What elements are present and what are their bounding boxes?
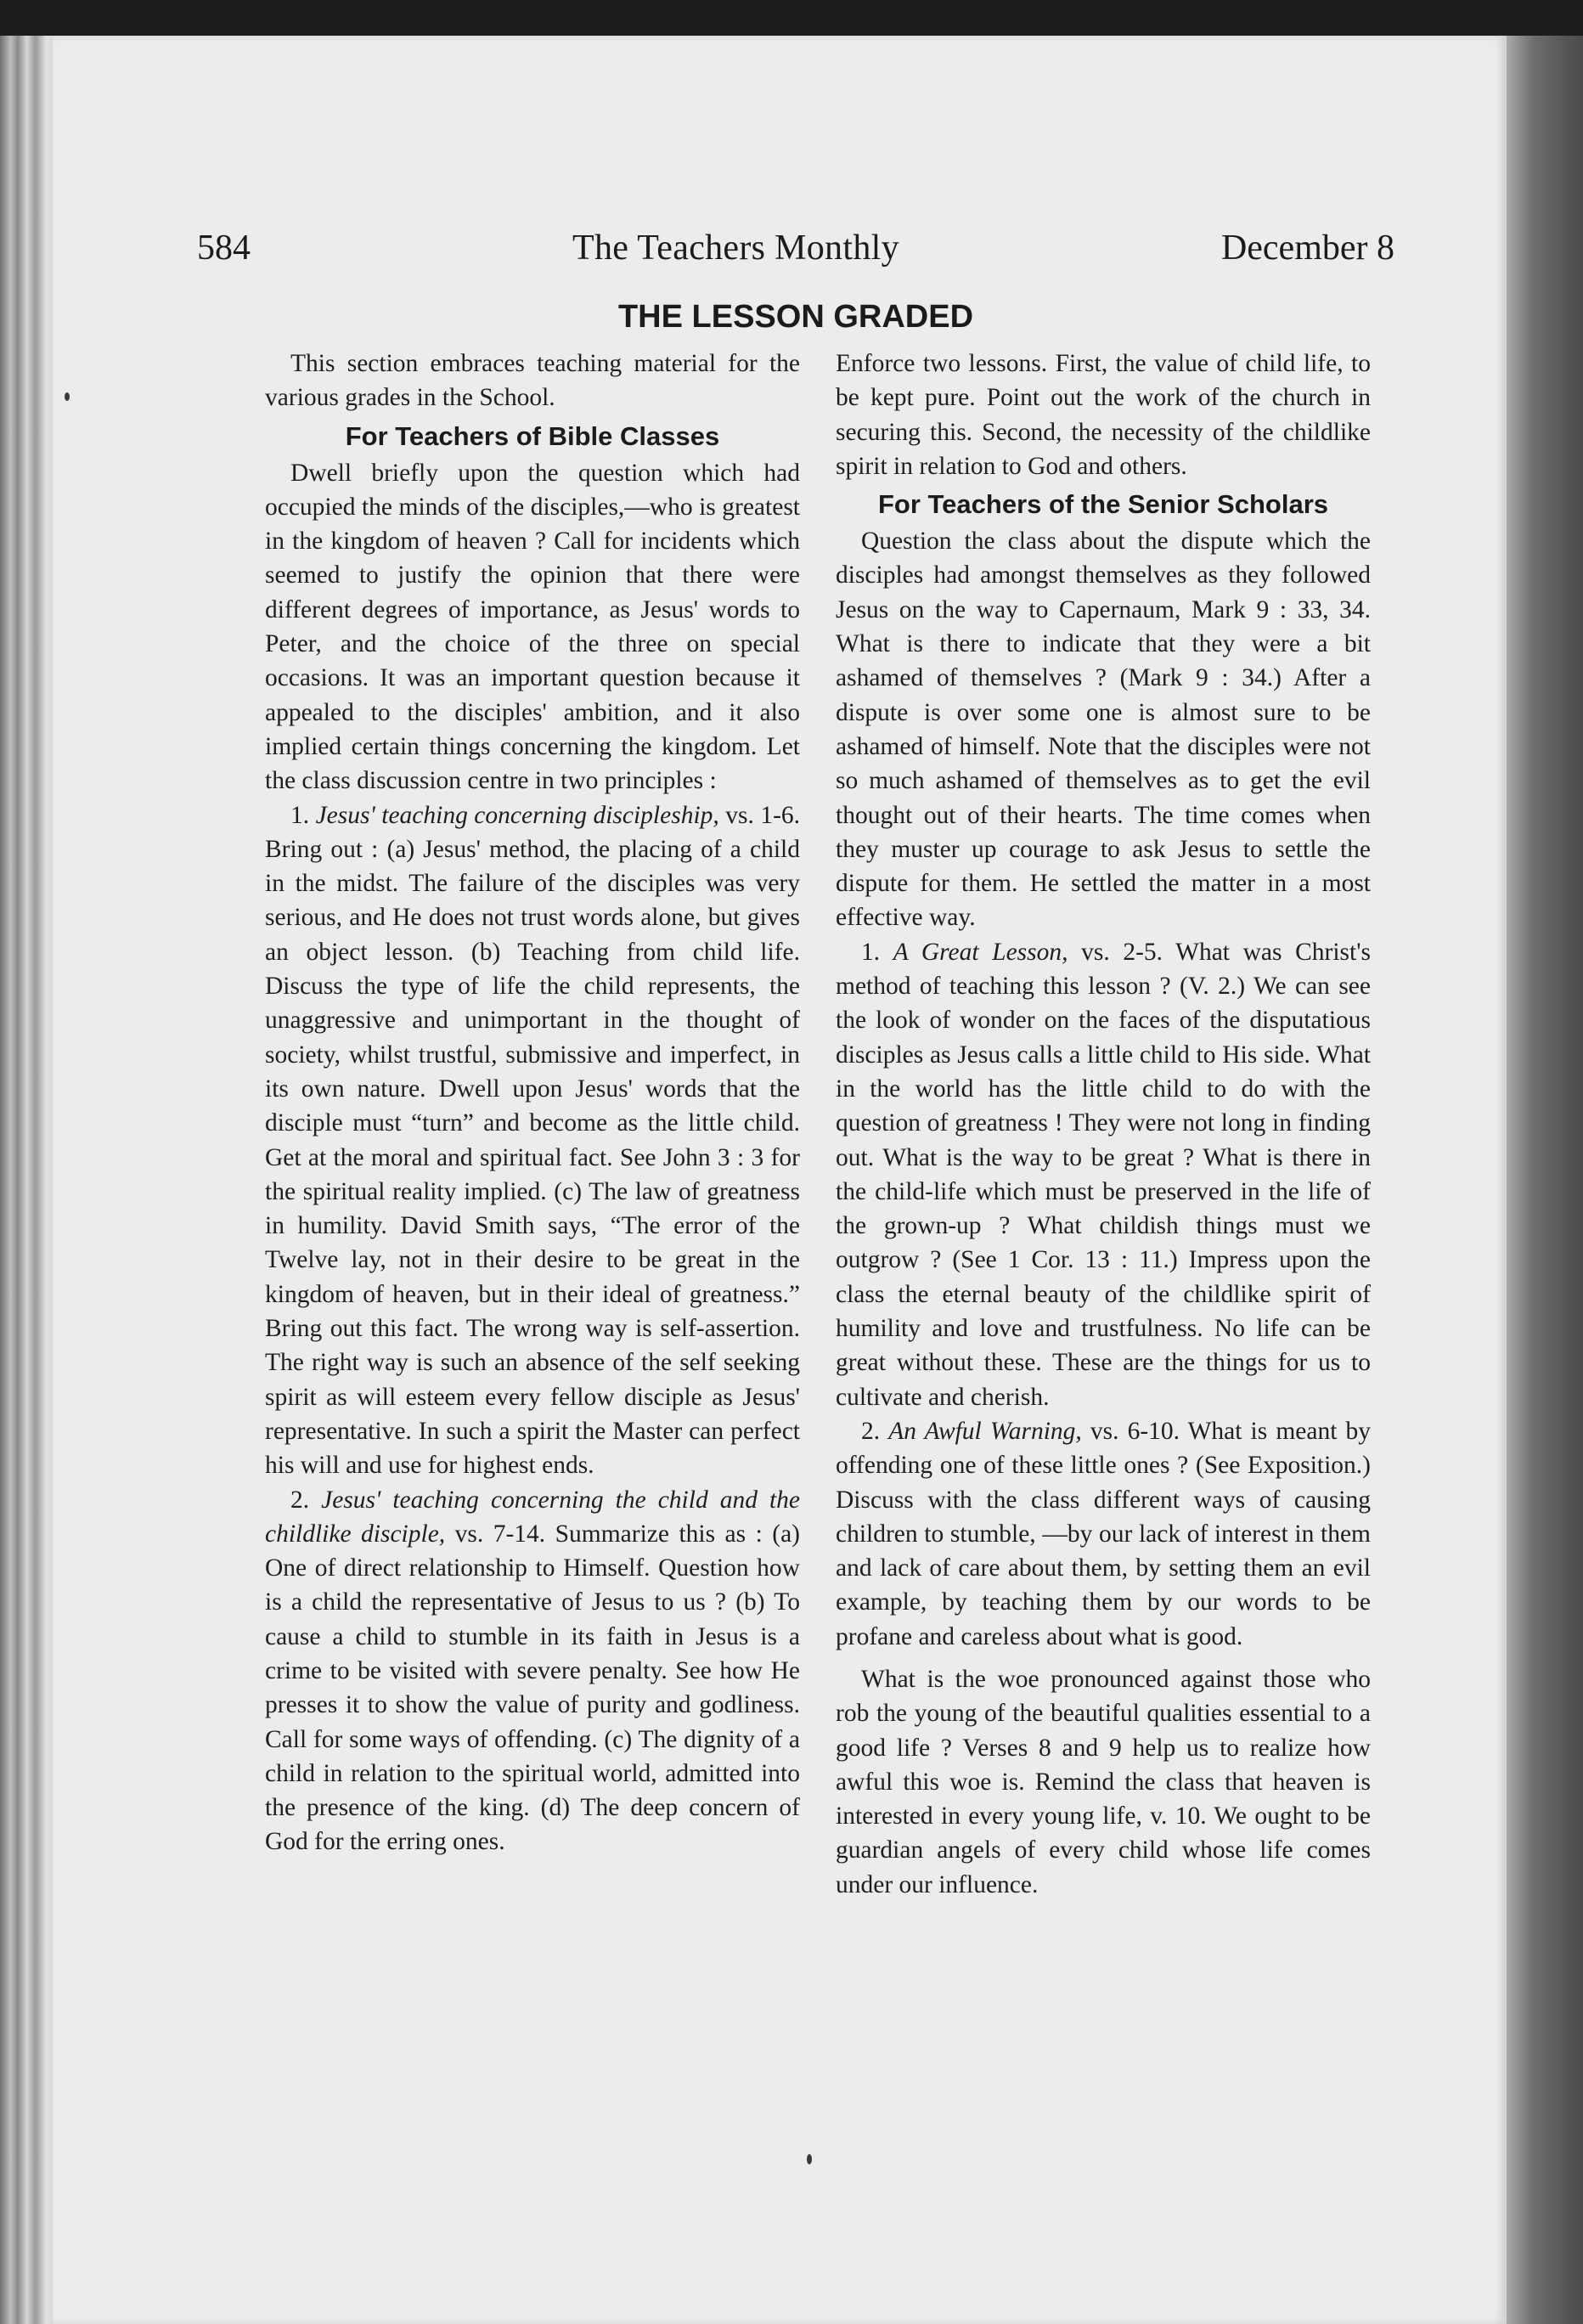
issue-date: December 8 [1220,228,1394,268]
point-number: 2. [290,1486,310,1514]
running-header [197,228,1394,284]
enforce-paragraph: Enforce two lessons. First, the value of child life, to be kept pure. Point out the work of the church in securing this. Second, the necessity of the childlike spirit in relation to God and others. [836,350,1371,480]
scan-top-border [0,0,1583,36]
senior-paragraph-1: Question the class about the dispute which the disciples had amongst themselves as they followed Jesus on the way to Capernaum, Mark 9 : 33, 34. What is there to indicate that they were a bit ashamed of themselves ? (Mark 9 : 34.) After a dispute is over some one is almost sure to be ashamed of himself. Note that the disciples were not so much ashamed of themselves as to get the evil thought out of their hearts. The time comes when they muster up courage to ask Jesus to settle the dispute for them. He settled the matter in a most effective way. [836,527,1371,932]
left-column [265,347,800,2113]
senior-paragraph-3 [836,1414,1371,1654]
point-number: 1. [861,938,881,966]
journal-title: The Teachers Monthly [572,228,899,268]
point-body: vs. 2-5. What was Christ's method of teaching this lesson ? (V. 2.) We can see the look of wonder on the faces of the disputatious disciples as Jesus calls a little child to His side. What in the world has the little child to do with the question of greatness ! They were not long in finding out. What is the way to be great ? What is there in the child-life which must be preserved in the life of the grown-up ? What childish things must we outgrow ? (See 1 Cor. 13 : 11.) Impress upon the class the eternal beauty of the childlike spirit of humility and love and trustfulness. No life can be great without these. These are the things for us to cultivate and cherish. [836,938,1371,1411]
section-title: THE LESSON GRADED [617,299,974,335]
intro-paragraph: This section embraces teaching material for the various grades in the School. [265,350,800,412]
senior-paragraph-4: What is the woe pronounced against those who rob the young of the beautiful qualities essential to a good life ? Verses 8 and 9 help us to realize how awful this woe is. Remind the class that heaven is interested in every young life, v. 10. We ought to be guardian angels of every child whose life comes under our influence. [836,1665,1371,1898]
point-body: vs. 1-6. Bring out : (a) Jesus' method, the placing of a child in the midst. The failure of the disciples was very serious, and He does not trust words alone, but gives an object lesson. (b) Teaching from child life. Discuss the type of life the child represents, the unaggressive and unimportant in the thought of society, whilst trustful, submissive and imperfect, in its own nature. Dwell upon Jesus' words that the disciple must “turn” and become as the little child. Get at the moral and spiritual fact. See John 3 : 3 for the spiritual reality implied. (c) The law of greatness in humility. David Smith says, “The error of the Twelve lay, not in their desire to be great in the kingdom of heaven, but in their ideal of greatness.” Bring out this fact. The wrong way is self-assertion. The right way is such an absence of the self seeking spirit as will esteem every fellow disciple as Jesus' representative. In such a spirit the Master can perfect his will and use for highest ends. [265,801,800,1480]
senior-scholars-heading: For Teachers of the Senior Scholars [877,489,1328,520]
senior-paragraph-2 [836,935,1371,1414]
bible-classes-heading: For Teachers of Bible Classes [345,420,720,451]
book-binding-shadow [1507,36,1583,2324]
margin-speck [65,392,70,401]
point-title: An Awful Warning, [888,1417,1082,1445]
point-number: 2. [861,1417,881,1445]
bible-paragraph-1: Dwell briefly upon the question which had occupied the minds of the disciples,—who is greatest in the kingdom of heaven ? Call for incidents which seemed to justify the opinion that there were different degrees of importance, as Jesus' words to Peter, and the choice of the three on special occasions. It was an important question because it appealed to the disciples' ambition, and it also implied certain things concerning the kingdom. Let the class discussion centre in two principles : [265,459,800,795]
point-title: Jesus' teaching concerning the child and the childlike disciple, [265,1486,800,1548]
point-body: vs. 7-14. Summarize this as : (a) One of direct relationship to Himself. Question how is a child the representative of Jesus to us ? (b) To cause a child to stumble in its faith in Jesus is a crime to be visited with severe penalty. See how He presses it to show the value of purity and godliness. Call for some ways of offending. (c) The dignity of a child in relation to the spiritual world, admitted into the presence of the king. (d) The deep concern of God for the erring ones. [265,1520,800,1856]
bible-paragraph-3 [265,1483,800,1859]
point-body: vs. 6-10. What is meant by offending one of these little ones ? (See Exposition.) Discuss with the class different ways of causing children to stumble, —by our lack of interest in them and lack of care about them, by setting them an evil example, by teaching them by our words to be profane and careless about what is good. [836,1417,1371,1650]
right-column [836,347,1371,2113]
book-page-edges [0,36,59,2324]
point-number: 1. [290,801,310,829]
page-number: 584 [197,228,251,268]
point-title: Jesus' teaching concerning discipleship, [315,801,719,829]
bible-paragraph-2 [265,798,800,1483]
point-title: A Great Lesson, [893,938,1068,966]
ink-speck [807,2154,812,2164]
